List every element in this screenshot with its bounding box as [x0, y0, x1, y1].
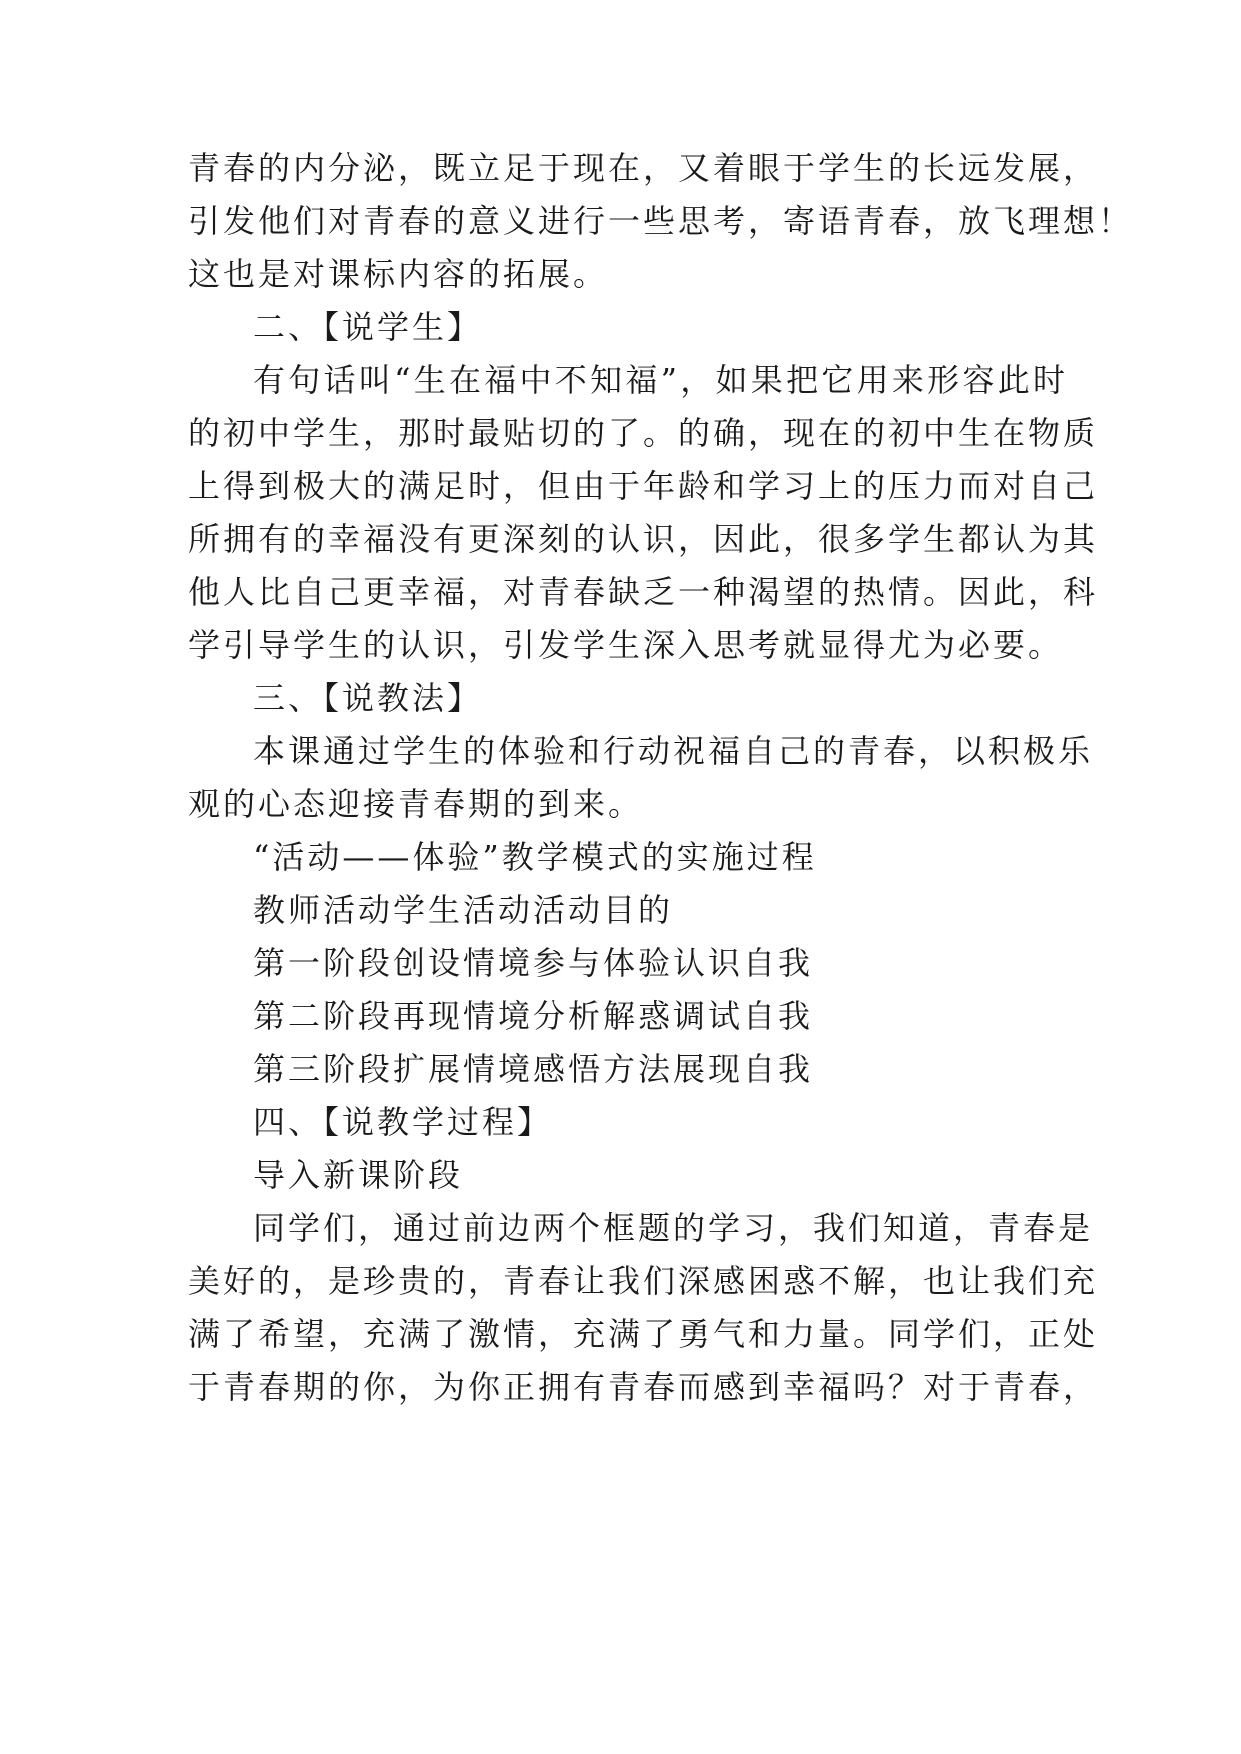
body-text-line: 有句话叫“生在福中不知福”，如果把它用来形容此时 [253, 361, 1068, 399]
section-heading-students: 二、【说学生】 [253, 308, 483, 346]
body-text-line: 这也是对课标内容的拓展。 [188, 255, 609, 293]
body-text-line: 满了希望，充满了激情，充满了勇气和力量。同学们，正处 [188, 1315, 1099, 1353]
body-text-line: 学引导学生的认识，引发学生深入思考就显得尤为必要。 [188, 626, 1064, 664]
body-text-line: 本课通过学生的体验和行动祝福自己的青春，以积极乐 [253, 732, 1094, 770]
body-text-line: 上得到极大的满足时，但由于年龄和学习上的压力而对自己 [188, 467, 1099, 505]
stage-line: 第一阶段创设情境参与体验认识自我 [253, 944, 814, 982]
table-header-line: 教师活动学生活动活动目的 [253, 891, 674, 929]
section-heading-teaching-method: 三、【说教法】 [253, 679, 483, 717]
body-text-line: 的初中学生，那时最贴切的了。的确，现在的初中生在物质 [188, 414, 1099, 452]
stage-line: 第三阶段扩展情境感悟方法展现自我 [253, 1050, 814, 1088]
subheading-introduction: 导入新课阶段 [253, 1156, 464, 1194]
body-text-line: 美好的，是珍贵的，青春让我们深感困惑不解，也让我们充 [188, 1262, 1099, 1300]
body-text-line: 观的心态迎接青春期的到来。 [188, 785, 644, 823]
body-text-line: 他人比自己更幸福，对青春缺乏一种渴望的热情。因此，科 [188, 573, 1099, 611]
body-text-line: 于青春期的你，为你正拥有青春而感到幸福吗？对于青春， [188, 1368, 1099, 1406]
section-heading-teaching-process: 四、【说教学过程】 [253, 1103, 553, 1141]
body-text-line: 所拥有的幸福没有更深刻的认识，因此，很多学生都认为其 [188, 520, 1099, 558]
model-title-line: “活动——体验”教学模式的实施过程 [253, 838, 817, 876]
stage-line: 第二阶段再现情境分析解惑调试自我 [253, 997, 814, 1035]
body-text-line: 青春的内分泌，既立足于现在，又着眼于学生的长远发展， [188, 149, 1099, 187]
body-text-line: 同学们，通过前边两个框题的学习，我们知道，青春是 [253, 1209, 1094, 1247]
body-text-line: 引发他们对青春的意义进行一些思考，寄语青春，放飞理想！ [188, 202, 1134, 240]
